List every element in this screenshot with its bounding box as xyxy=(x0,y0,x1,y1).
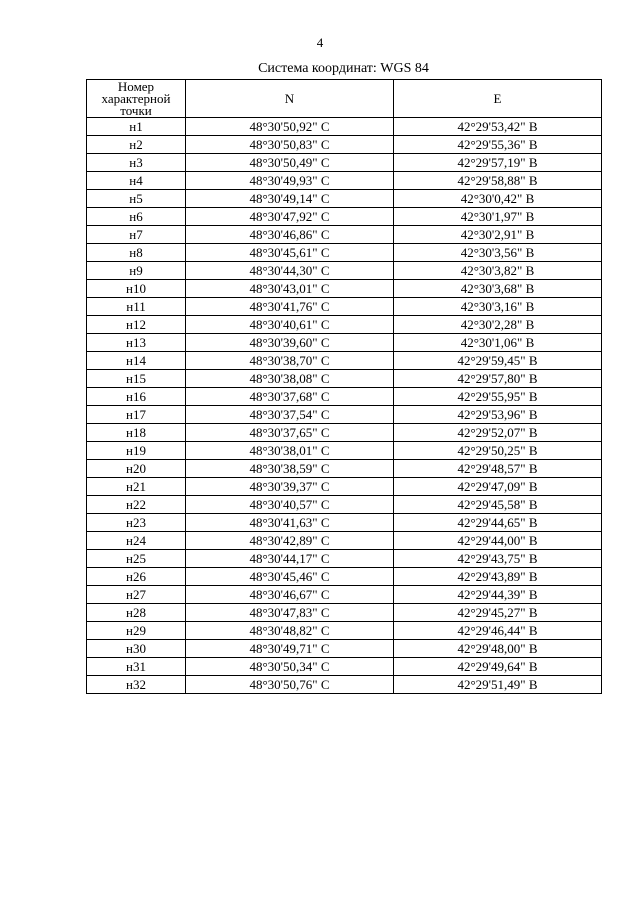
longitude-cell: 42°29'55,95" В xyxy=(394,388,602,406)
table-row xyxy=(87,604,602,622)
longitude-cell: 42°29'48,00" В xyxy=(394,640,602,658)
point-number-cell: н20 xyxy=(87,460,186,478)
point-number-cell: н30 xyxy=(87,640,186,658)
longitude-cell: 42°29'43,75" В xyxy=(394,550,602,568)
point-number-cell: н31 xyxy=(87,658,186,676)
latitude-cell: 48°30'38,08" С xyxy=(186,370,394,388)
latitude-cell: 48°30'50,34" С xyxy=(186,658,394,676)
longitude-cell: 42°30'2,91" В xyxy=(394,226,602,244)
longitude-cell: 42°29'52,07" В xyxy=(394,424,602,442)
table-row xyxy=(87,352,602,370)
table-row xyxy=(87,640,602,658)
point-number-cell: н28 xyxy=(87,604,186,622)
point-number-cell: н22 xyxy=(87,496,186,514)
table-row xyxy=(87,280,602,298)
latitude-cell: 48°30'46,86" С xyxy=(186,226,394,244)
latitude-cell: 48°30'41,63" С xyxy=(186,514,394,532)
table-row xyxy=(87,514,602,532)
point-number-cell: н14 xyxy=(87,352,186,370)
point-number-cell: н21 xyxy=(87,478,186,496)
longitude-cell: 42°30'0,42" В xyxy=(394,190,602,208)
table-row xyxy=(87,460,602,478)
longitude-cell: 42°29'57,80" В xyxy=(394,370,602,388)
table-row xyxy=(87,388,602,406)
latitude-cell: 48°30'42,89" С xyxy=(186,532,394,550)
table-row xyxy=(87,550,602,568)
page-number: 4 xyxy=(316,35,324,50)
longitude-cell: 42°29'55,36" В xyxy=(394,136,602,154)
longitude-cell: 42°29'43,89" В xyxy=(394,568,602,586)
point-number-cell: н13 xyxy=(87,334,186,352)
latitude-cell: 48°30'46,67" С xyxy=(186,586,394,604)
latitude-cell: 48°30'39,60" С xyxy=(186,334,394,352)
latitude-cell: 48°30'37,68" С xyxy=(186,388,394,406)
table-row xyxy=(87,622,602,640)
longitude-cell: 42°30'1,97" В xyxy=(394,208,602,226)
longitude-cell: 42°30'3,56" В xyxy=(394,244,602,262)
coordinates-table-header xyxy=(87,80,602,118)
point-number-cell: н10 xyxy=(87,280,186,298)
longitude-cell: 42°30'3,16" В xyxy=(394,298,602,316)
table-row xyxy=(87,442,602,460)
table-row xyxy=(87,298,602,316)
point-number-cell: н19 xyxy=(87,442,186,460)
point-number-cell: н18 xyxy=(87,424,186,442)
point-number-cell: н5 xyxy=(87,190,186,208)
point-number-cell: н9 xyxy=(87,262,186,280)
longitude-cell: 42°29'45,58" В xyxy=(394,496,602,514)
longitude-cell: 42°29'51,49" В xyxy=(394,676,602,694)
table-row xyxy=(87,190,602,208)
longitude-cell: 42°30'3,82" В xyxy=(394,262,602,280)
longitude-cell: 42°29'48,57" В xyxy=(394,460,602,478)
longitude-cell: 42°30'2,28" В xyxy=(394,316,602,334)
table-row xyxy=(87,334,602,352)
table-row xyxy=(87,406,602,424)
table-row xyxy=(87,496,602,514)
table-row xyxy=(87,658,602,676)
latitude-cell: 48°30'47,83" С xyxy=(186,604,394,622)
point-number-cell: н32 xyxy=(87,676,186,694)
point-number-cell: н12 xyxy=(87,316,186,334)
latitude-cell: 48°30'40,57" С xyxy=(186,496,394,514)
point-number-cell: н27 xyxy=(87,586,186,604)
longitude-cell: 42°29'57,19" В xyxy=(394,154,602,172)
table-row xyxy=(87,118,602,136)
point-number-cell: н3 xyxy=(87,154,186,172)
longitude-cell: 42°29'44,39" В xyxy=(394,586,602,604)
latitude-cell: 48°30'49,93" С xyxy=(186,172,394,190)
latitude-cell: 48°30'39,37" С xyxy=(186,478,394,496)
latitude-cell: 48°30'38,70" С xyxy=(186,352,394,370)
longitude-cell: 42°29'49,64" В xyxy=(394,658,602,676)
coordinate-system-caption: Система координат: WGS 84 xyxy=(258,61,429,76)
table-row xyxy=(87,136,602,154)
table-row xyxy=(87,586,602,604)
point-number-cell: н4 xyxy=(87,172,186,190)
longitude-cell: 42°29'59,45" В xyxy=(394,352,602,370)
longitude-cell: 42°30'1,06" В xyxy=(394,334,602,352)
latitude-cell: 48°30'50,83" С xyxy=(186,136,394,154)
table-row xyxy=(87,676,602,694)
table-row xyxy=(87,424,602,442)
longitude-cell: 42°29'44,00" В xyxy=(394,532,602,550)
header-longitude: E xyxy=(394,80,602,118)
coordinates-table xyxy=(86,79,602,694)
latitude-cell: 48°30'37,54" С xyxy=(186,406,394,424)
latitude-cell: 48°30'47,92" С xyxy=(186,208,394,226)
coordinates-table-body xyxy=(87,118,602,694)
table-row xyxy=(87,568,602,586)
header-row xyxy=(87,80,602,118)
latitude-cell: 48°30'50,49" С xyxy=(186,154,394,172)
point-number-cell: н16 xyxy=(87,388,186,406)
latitude-cell: 48°30'45,61" С xyxy=(186,244,394,262)
longitude-cell: 42°29'46,44" В xyxy=(394,622,602,640)
longitude-cell: 42°29'53,42" В xyxy=(394,118,602,136)
longitude-cell: 42°29'58,88" В xyxy=(394,172,602,190)
point-number-cell: н7 xyxy=(87,226,186,244)
latitude-cell: 48°30'49,14" С xyxy=(186,190,394,208)
point-number-cell: н15 xyxy=(87,370,186,388)
point-number-cell: н29 xyxy=(87,622,186,640)
latitude-cell: 48°30'49,71" С xyxy=(186,640,394,658)
latitude-cell: 48°30'37,65" С xyxy=(186,424,394,442)
latitude-cell: 48°30'48,82" С xyxy=(186,622,394,640)
latitude-cell: 48°30'43,01" С xyxy=(186,280,394,298)
table-row xyxy=(87,316,602,334)
table-row xyxy=(87,532,602,550)
table-row xyxy=(87,478,602,496)
longitude-cell: 42°29'44,65" В xyxy=(394,514,602,532)
latitude-cell: 48°30'44,30" С xyxy=(186,262,394,280)
longitude-cell: 42°29'45,27" В xyxy=(394,604,602,622)
header-latitude: N xyxy=(186,80,394,118)
point-number-cell: н17 xyxy=(87,406,186,424)
point-number-cell: н2 xyxy=(87,136,186,154)
point-number-cell: н25 xyxy=(87,550,186,568)
longitude-cell: 42°29'50,25" В xyxy=(394,442,602,460)
latitude-cell: 48°30'40,61" С xyxy=(186,316,394,334)
latitude-cell: 48°30'38,01" С xyxy=(186,442,394,460)
latitude-cell: 48°30'38,59" С xyxy=(186,460,394,478)
latitude-cell: 48°30'45,46" С xyxy=(186,568,394,586)
table-row xyxy=(87,244,602,262)
table-row xyxy=(87,172,602,190)
point-number-cell: н8 xyxy=(87,244,186,262)
point-number-cell: н23 xyxy=(87,514,186,532)
table-row xyxy=(87,226,602,244)
header-point-number: Номер характерной точки xyxy=(87,80,186,118)
latitude-cell: 48°30'50,92" С xyxy=(186,118,394,136)
point-number-cell: н1 xyxy=(87,118,186,136)
latitude-cell: 48°30'44,17" С xyxy=(186,550,394,568)
point-number-cell: н6 xyxy=(87,208,186,226)
table-row xyxy=(87,262,602,280)
point-number-cell: н26 xyxy=(87,568,186,586)
point-number-cell: н11 xyxy=(87,298,186,316)
latitude-cell: 48°30'50,76" С xyxy=(186,676,394,694)
latitude-cell: 48°30'41,76" С xyxy=(186,298,394,316)
longitude-cell: 42°30'3,68" В xyxy=(394,280,602,298)
table-row xyxy=(87,154,602,172)
longitude-cell: 42°29'47,09" В xyxy=(394,478,602,496)
table-row xyxy=(87,370,602,388)
point-number-cell: н24 xyxy=(87,532,186,550)
longitude-cell: 42°29'53,96" В xyxy=(394,406,602,424)
table-row xyxy=(87,208,602,226)
